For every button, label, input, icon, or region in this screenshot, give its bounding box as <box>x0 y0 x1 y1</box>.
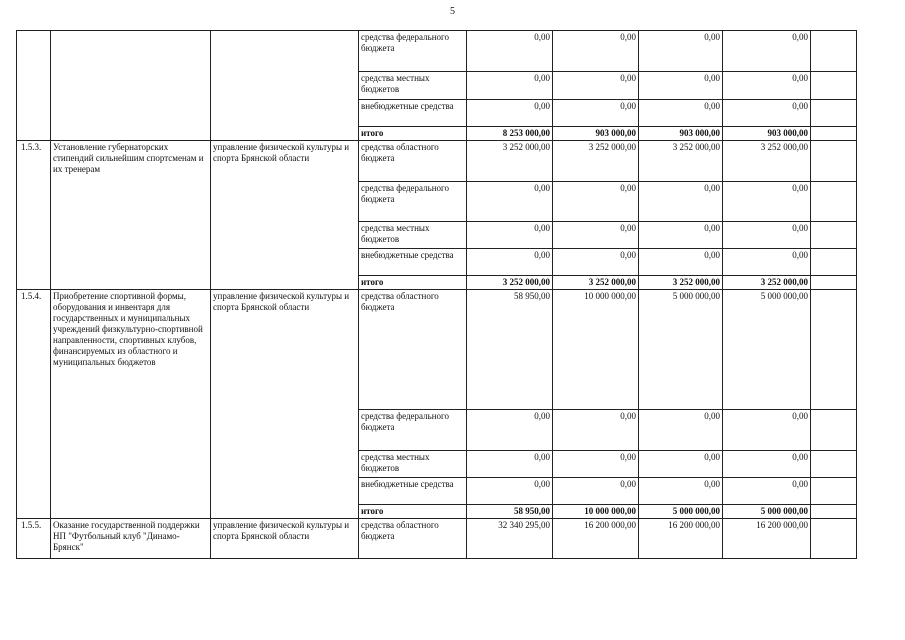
source-cell: средства местных бюджетов <box>359 222 467 249</box>
source-cell: средства местных бюджетов <box>359 72 467 100</box>
empty-cell <box>811 505 857 519</box>
value-cell: 0,00 <box>553 72 639 100</box>
empty-cell <box>811 519 857 559</box>
value-cell: 0,00 <box>467 72 553 100</box>
source-cell: средства областного бюджета <box>359 290 467 410</box>
value-cell: 58 950,00 <box>467 290 553 410</box>
value-cell: 58 950,00 <box>467 505 553 519</box>
value-cell: 3 252 000,00 <box>723 276 811 290</box>
value-cell: 903 000,00 <box>723 127 811 141</box>
name-cell <box>51 31 211 141</box>
value-cell: 3 252 000,00 <box>723 141 811 182</box>
source-cell: итого <box>359 127 467 141</box>
value-cell: 0,00 <box>639 31 723 72</box>
value-cell: 0,00 <box>639 410 723 451</box>
value-cell: 0,00 <box>639 182 723 222</box>
value-cell: 10 000 000,00 <box>553 290 639 410</box>
empty-cell <box>811 290 857 410</box>
table-row <box>17 519 857 559</box>
empty-cell <box>811 222 857 249</box>
source-cell: средства областного бюджета <box>359 519 467 559</box>
value-cell: 3 252 000,00 <box>467 276 553 290</box>
value-cell: 903 000,00 <box>639 127 723 141</box>
value-cell: 0,00 <box>723 222 811 249</box>
source-cell: итого <box>359 505 467 519</box>
value-cell: 5 000 000,00 <box>723 505 811 519</box>
value-cell: 0,00 <box>553 478 639 505</box>
value-cell: 0,00 <box>723 410 811 451</box>
value-cell: 8 253 000,00 <box>467 127 553 141</box>
value-cell: 0,00 <box>723 31 811 72</box>
source-cell: итого <box>359 276 467 290</box>
empty-cell <box>811 249 857 276</box>
item-executor: управление физической культуры и спорта Брянской области <box>211 290 359 519</box>
item-number: 1.5.5. <box>17 519 51 559</box>
value-cell: 0,00 <box>467 451 553 478</box>
value-cell: 0,00 <box>553 100 639 127</box>
value-cell: 16 200 000,00 <box>723 519 811 559</box>
source-cell: внебюджетные средства <box>359 249 467 276</box>
table-row <box>17 31 857 72</box>
item-number: 1.5.4. <box>17 290 51 519</box>
value-cell: 3 252 000,00 <box>553 276 639 290</box>
source-cell: средства федерального бюджета <box>359 410 467 451</box>
value-cell: 0,00 <box>723 72 811 100</box>
value-cell: 0,00 <box>723 100 811 127</box>
item-name: Приобретение спортивной формы, оборудования и инвентаря для государственных и муниципальных учреждений физкультурно-спортивной направленности, спортивных клубов, финансируемых из областного и муниципальных бюджетов <box>51 290 211 519</box>
empty-cell <box>811 451 857 478</box>
source-cell: средства местных бюджетов <box>359 451 467 478</box>
source-cell: средства федерального бюджета <box>359 31 467 72</box>
page-number: 5 <box>450 6 455 17</box>
source-cell: средства федерального бюджета <box>359 182 467 222</box>
value-cell: 0,00 <box>467 100 553 127</box>
value-cell: 0,00 <box>467 410 553 451</box>
value-cell: 0,00 <box>467 478 553 505</box>
value-cell: 0,00 <box>553 182 639 222</box>
value-cell: 3 252 000,00 <box>639 276 723 290</box>
empty-cell <box>811 100 857 127</box>
value-cell: 5 000 000,00 <box>639 505 723 519</box>
empty-cell <box>811 478 857 505</box>
value-cell: 10 000 000,00 <box>553 505 639 519</box>
value-cell: 0,00 <box>467 31 553 72</box>
value-cell: 0,00 <box>639 249 723 276</box>
empty-cell <box>811 127 857 141</box>
source-cell: средства областного бюджета <box>359 141 467 182</box>
value-cell: 0,00 <box>723 182 811 222</box>
value-cell: 0,00 <box>723 249 811 276</box>
value-cell: 3 252 000,00 <box>639 141 723 182</box>
value-cell: 5 000 000,00 <box>639 290 723 410</box>
item-name: Оказание государственной поддержки НП "Футбольный клуб "Динамо-Брянск" <box>51 519 211 559</box>
number-cell <box>17 31 51 141</box>
value-cell: 0,00 <box>639 72 723 100</box>
empty-cell <box>811 410 857 451</box>
value-cell: 903 000,00 <box>553 127 639 141</box>
value-cell: 32 340 295,00 <box>467 519 553 559</box>
value-cell: 0,00 <box>553 222 639 249</box>
value-cell: 0,00 <box>639 100 723 127</box>
value-cell: 0,00 <box>553 31 639 72</box>
budget-table <box>16 30 857 559</box>
empty-cell <box>811 182 857 222</box>
value-cell: 0,00 <box>553 410 639 451</box>
table-row <box>17 290 857 410</box>
item-executor: управление физической культуры и спорта Брянской области <box>211 519 359 559</box>
empty-cell <box>811 31 857 72</box>
value-cell: 0,00 <box>553 249 639 276</box>
value-cell: 3 252 000,00 <box>467 141 553 182</box>
value-cell: 16 200 000,00 <box>639 519 723 559</box>
value-cell: 0,00 <box>467 222 553 249</box>
executor-cell <box>211 31 359 141</box>
source-cell: внебюджетные средства <box>359 478 467 505</box>
value-cell: 0,00 <box>467 249 553 276</box>
value-cell: 0,00 <box>639 451 723 478</box>
value-cell: 0,00 <box>467 182 553 222</box>
table-row <box>17 141 857 182</box>
value-cell: 3 252 000,00 <box>553 141 639 182</box>
item-name: Установление губернаторских стипендий сильнейшим спортсменам и их тренерам <box>51 141 211 290</box>
value-cell: 0,00 <box>553 451 639 478</box>
value-cell: 0,00 <box>723 451 811 478</box>
empty-cell <box>811 72 857 100</box>
item-executor: управление физической культуры и спорта Брянской области <box>211 141 359 290</box>
empty-cell <box>811 141 857 182</box>
value-cell: 0,00 <box>723 478 811 505</box>
value-cell: 5 000 000,00 <box>723 290 811 410</box>
value-cell: 0,00 <box>639 222 723 249</box>
value-cell: 16 200 000,00 <box>553 519 639 559</box>
empty-cell <box>811 276 857 290</box>
source-cell: внебюджетные средства <box>359 100 467 127</box>
value-cell: 0,00 <box>639 478 723 505</box>
item-number: 1.5.3. <box>17 141 51 290</box>
